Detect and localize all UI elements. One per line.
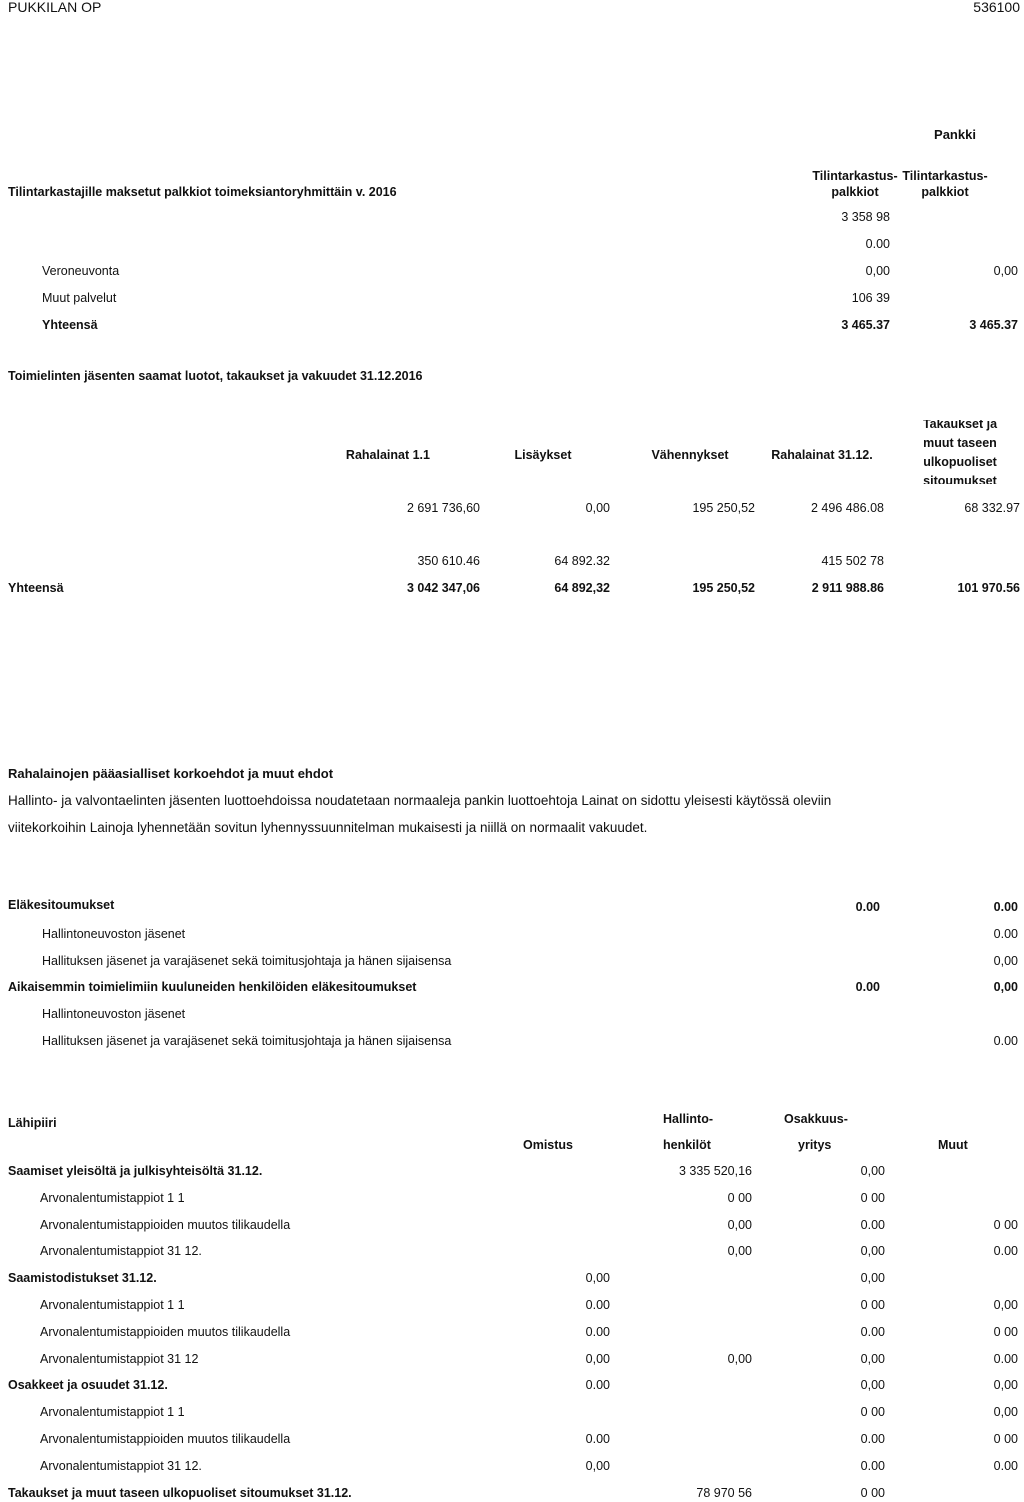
audit-fees-row-label: Muut palvelut bbox=[42, 291, 117, 305]
terms-line-1: Hallinto- ja valvontaelinten jäsenten luottoehdoissa noudatetaan normaaleja pankin luottoehtoja Lainat on sidottu yleisesti käytössä oleviin bbox=[8, 793, 832, 808]
related-hallinto-value: 0,00 bbox=[727, 1244, 752, 1258]
audit-fees-row1-value: 3 358 98 bbox=[841, 210, 890, 224]
loans-header-guarantees-line: muut taseen bbox=[923, 436, 997, 450]
related-muut-value: 0.00 bbox=[993, 1459, 1018, 1473]
related-hallinto-value: 78 970 56 bbox=[696, 1486, 752, 1500]
related-header-omistus: Omistus bbox=[523, 1138, 574, 1152]
related-muut-value: 0 00 bbox=[993, 1325, 1018, 1339]
related-muut-value: 0,00 bbox=[993, 1405, 1018, 1419]
loans-total-label: Yhteensä bbox=[8, 581, 64, 595]
related-title: Lähipiiri bbox=[8, 1116, 57, 1130]
terms-paragraph bbox=[8, 787, 1008, 841]
audit-fees-title: Tilintarkastajille maksetut palkkiot toimeksiantoryhmittäin v. 2016 bbox=[8, 185, 397, 199]
loans-row1-guarantees: 68 332.97 bbox=[964, 501, 1020, 515]
loans-header-guarantees-line: ulkopuoliset bbox=[923, 455, 997, 469]
pensions-row6-value: 0.00 bbox=[993, 1034, 1018, 1048]
related-group-label: Takaukset ja muut taseen ulkopuoliset sitoumukset 31.12. bbox=[8, 1486, 352, 1500]
related-group-label: Saamiset yleisöltä ja julkisyhteisöltä 31.12. bbox=[8, 1164, 263, 1178]
pensions-row1-value: 0.00 bbox=[855, 900, 880, 914]
related-omistus-value: 0.00 bbox=[585, 1432, 610, 1446]
audit-fees-col1-header-2: palkkiot bbox=[831, 185, 879, 199]
pensions-row-label: Hallituksen jäsenet ja varajäsenet sekä toimitusjohtaja ja hänen sijaisensa bbox=[42, 954, 452, 968]
related-osakkuus-value: 0,00 bbox=[860, 1352, 885, 1366]
audit-fees-row-label: Veroneuvonta bbox=[42, 264, 120, 278]
related-row-label: Arvonalentumistappiot 1 1 bbox=[40, 1191, 185, 1205]
organization-name: PUKKILAN OP bbox=[8, 0, 102, 15]
related-hallinto-value: 0 00 bbox=[727, 1191, 752, 1205]
loans-total-guarantees: 101 970.56 bbox=[957, 581, 1020, 595]
related-osakkuus-value: 0,00 bbox=[860, 1244, 885, 1258]
related-omistus-value: 0,00 bbox=[585, 1352, 610, 1366]
loans-header-opening: Rahalainat 1.1 bbox=[345, 448, 430, 462]
loans-header-guarantees bbox=[900, 420, 1020, 484]
loans-row2-opening: 350 610.46 bbox=[417, 554, 480, 568]
loans-row1-closing: 2 496 486.08 bbox=[811, 501, 884, 515]
pensions-row1-value-2: 0.00 bbox=[993, 900, 1018, 914]
pensions-row4-value: 0.00 bbox=[855, 980, 880, 994]
audit-fees-row3-value: 0,00 bbox=[865, 264, 890, 278]
pensions-row2-value: 0.00 bbox=[993, 927, 1018, 941]
pensions-title: Eläkesitoumukset bbox=[8, 898, 115, 912]
related-osakkuus-value: 0 00 bbox=[860, 1405, 885, 1419]
related-header-osakkuus: Osakkuus- bbox=[784, 1112, 848, 1126]
related-osakkuus-value: 0.00 bbox=[860, 1325, 885, 1339]
related-osakkuus-value: 0 00 bbox=[860, 1486, 885, 1500]
loans-total-additions: 64 892,32 bbox=[554, 581, 610, 595]
related-row-label: Arvonalentumistappioiden muutos tilikaudella bbox=[40, 1432, 291, 1446]
loans-total-reductions: 195 250,52 bbox=[692, 581, 755, 595]
loans-row2-additions: 64 892.32 bbox=[554, 554, 610, 568]
audit-fees-col1-header: Tilintarkastus- bbox=[812, 169, 898, 183]
related-header-hallinto: Hallinto- bbox=[663, 1112, 713, 1126]
related-hallinto-value: 0,00 bbox=[727, 1352, 752, 1366]
related-header-osakkuus-2: yritys bbox=[798, 1138, 832, 1152]
loans-row1-reductions: 195 250,52 bbox=[692, 501, 755, 515]
related-hallinto-value: 3 335 520,16 bbox=[679, 1164, 752, 1178]
column-group-header: Pankki bbox=[934, 127, 976, 142]
related-row-label: Arvonalentumistappiot 1 1 bbox=[40, 1405, 185, 1419]
audit-fees-total-label: Yhteensä bbox=[42, 318, 98, 332]
loans-header-guarantees-line: Takaukset ja bbox=[922, 420, 998, 431]
audit-fees-col2-header: Tilintarkastus- bbox=[902, 169, 988, 183]
related-osakkuus-value: 0,00 bbox=[860, 1271, 885, 1285]
related-omistus-value: 0.00 bbox=[585, 1298, 610, 1312]
loans-header-closing: Rahalainat 31.12. bbox=[771, 448, 873, 462]
loans-header-reductions: Vähennykset bbox=[651, 448, 729, 462]
audit-fees-total-value: 3 465.37 bbox=[841, 318, 890, 332]
loans-header-additions: Lisäykset bbox=[514, 448, 572, 462]
related-row-label: Arvonalentumistappiot 31 12. bbox=[40, 1459, 202, 1473]
loans-header-guarantees-line: sitoumukset bbox=[923, 474, 997, 484]
loans-total-opening: 3 042 347,06 bbox=[407, 581, 480, 595]
audit-fees-row3-value-2: 0,00 bbox=[993, 264, 1018, 278]
related-osakkuus-value: 0 00 bbox=[860, 1298, 885, 1312]
pensions-row-label: Hallintoneuvoston jäsenet bbox=[42, 927, 186, 941]
related-header-hallinto-2: henkilöt bbox=[663, 1138, 711, 1152]
loans-row2-closing: 415 502 78 bbox=[821, 554, 884, 568]
pensions-row-label: Hallintoneuvoston jäsenet bbox=[42, 1007, 186, 1021]
related-row-label: Arvonalentumistappiot 31 12. bbox=[40, 1244, 202, 1258]
related-row-label: Arvonalentumistappiot 1 1 bbox=[40, 1298, 185, 1312]
related-omistus-value: 0.00 bbox=[585, 1325, 610, 1339]
related-muut-value: 0.00 bbox=[993, 1244, 1018, 1258]
pensions-former-title: Aikaisemmin toimielimiin kuuluneiden henkilöiden eläkesitoumukset bbox=[8, 980, 417, 994]
related-osakkuus-value: 0.00 bbox=[860, 1218, 885, 1232]
loans-total-closing: 2 911 988.86 bbox=[811, 581, 884, 595]
related-osakkuus-value: 0,00 bbox=[860, 1378, 885, 1392]
loans-title: Toimielinten jäsenten saamat luotot, takaukset ja vakuudet 31.12.2016 bbox=[8, 369, 423, 383]
loans-row1-additions: 0,00 bbox=[585, 501, 610, 515]
related-header-muut: Muut bbox=[938, 1138, 968, 1152]
audit-fees-row2-value: 0.00 bbox=[865, 237, 890, 251]
related-group-label: Saamistodistukset 31.12. bbox=[8, 1271, 157, 1285]
terms-title: Rahalainojen pääasialliset korkoehdot ja muut ehdot bbox=[8, 766, 334, 781]
related-row-label: Arvonalentumistappioiden muutos tilikaudella bbox=[40, 1218, 291, 1232]
related-omistus-value: 0,00 bbox=[585, 1271, 610, 1285]
related-omistus-value: 0,00 bbox=[585, 1459, 610, 1473]
related-osakkuus-value: 0,00 bbox=[860, 1164, 885, 1178]
related-muut-value: 0 00 bbox=[993, 1432, 1018, 1446]
related-muut-value: 0,00 bbox=[993, 1298, 1018, 1312]
pensions-row4-value-2: 0,00 bbox=[993, 980, 1018, 994]
pensions-row3-value: 0,00 bbox=[993, 954, 1018, 968]
related-muut-value: 0.00 bbox=[993, 1352, 1018, 1366]
related-hallinto-value: 0,00 bbox=[727, 1218, 752, 1232]
audit-fees-row4-value: 106 39 bbox=[851, 291, 890, 305]
audit-fees-total-value-2: 3 465.37 bbox=[969, 318, 1018, 332]
related-osakkuus-value: 0.00 bbox=[860, 1432, 885, 1446]
related-muut-value: 0,00 bbox=[993, 1378, 1018, 1392]
related-row-label: Arvonalentumistappioiden muutos tilikaudella bbox=[40, 1325, 291, 1339]
audit-fees-col2-header-2: palkkiot bbox=[921, 185, 969, 199]
related-row-label: Arvonalentumistappiot 31 12 bbox=[40, 1352, 199, 1366]
terms-line-2: viitekorkoihin Lainoja lyhennetään sovitun lyhennyssuunnitelman mukaisesti ja niillä on normaalit vakuudet. bbox=[8, 820, 648, 835]
loans-row1-opening: 2 691 736,60 bbox=[407, 501, 480, 515]
document-number: 536100 bbox=[973, 0, 1020, 15]
related-osakkuus-value: 0 00 bbox=[860, 1191, 885, 1205]
related-omistus-value: 0.00 bbox=[585, 1378, 610, 1392]
related-group-label: Osakkeet ja osuudet 31.12. bbox=[8, 1378, 168, 1392]
related-muut-value: 0 00 bbox=[993, 1218, 1018, 1232]
related-osakkuus-value: 0.00 bbox=[860, 1459, 885, 1473]
pensions-row-label: Hallituksen jäsenet ja varajäsenet sekä toimitusjohtaja ja hänen sijaisensa bbox=[42, 1034, 452, 1048]
